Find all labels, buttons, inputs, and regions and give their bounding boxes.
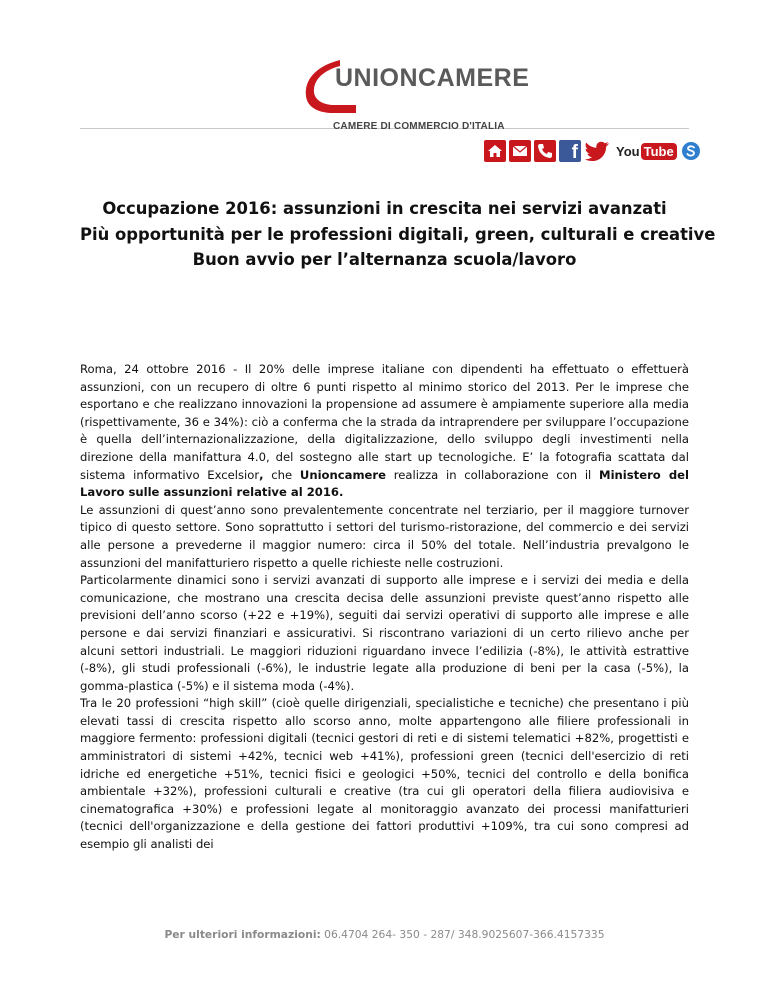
logo-name: UNIONCAMERE [335,64,530,92]
skype-icon[interactable] [680,140,702,162]
logo-subtitle: CAMERE DI COMMERCIO D'ITALIA [333,121,505,132]
paragraph-1 [80,361,689,502]
paragraph-1-collab: realizza in collaborazione con il [386,467,600,482]
paragraph-1-comma: , [259,467,264,482]
twitter-icon[interactable] [584,140,610,162]
paragraph-3: Particolarmente dinamici sono i servizi avanzati di supporto alle imprese e i servizi dei media e della comunicazione, che mostrano una crescita decisa delle assunzioni previste quest’anno rispetto alle previsioni dell’anno scorso (+22 e +19%), seguiti dai servizi operativi di supporto alle imprese e alle persone e dai servizi finanziari e assicurativi. Si riscontrano variazioni di un certo rilievo anche per alcuni settori industriali. Le maggiori riduzioni riguardano invece l’edilizia (-8%), le attività estrattive (-8%), gli studi professionali (-6%), le industrie legate alla produzione di beni per la casa (-5%), la gomma-plastica (-5%) e il sistema moda (-4%). [80,573,689,693]
youtube-tube-text: Tube [641,143,677,160]
phone-icon[interactable] [534,140,556,162]
mail-icon[interactable] [509,140,531,162]
paragraph-1-text: Roma, 24 ottobre 2016 - Il 20% delle imprese italiane con dipendenti ha effettuato o effettuerà assunzioni, con un recupero di oltre 6 punti rispetto al minimo storico del 2013. Per le imprese che esportano e che realizzano innovazioni la propensione ad assumere è ampiamente superiore alla media (rispettivamente, 36 e 34%): ciò a conferma che la strada da intraprendere per sviluppare l’occupazione è quella dell’internazionalizzazione, della digitalizzazione, dello sviluppo degli investimenti nella direzione della manifattura 4.0, del sostegno alle start up tecnologiche. E’ la fotografia scattata dal sistema informativo Excelsior [80,362,689,482]
paragraph-4: Tra le 20 professioni “high skill” (cioè quelle dirigenziali, specialistiche e tecniche) che presentano i più elevati tassi di crescita rispetto allo scorso anno, molte appartengono alle filiere professionali in maggiore fermento: professioni digitali (tecnici gestori di reti e di sistemi telematici +82%, progettisti e amministratori di sistemi +42%, tecnici web +41%), professioni green (tecnici dell'esercizio di reti idriche ed energetiche +51%, tecnici fisici e geologici +50%, tecnici del controllo e della bonifica ambientale +32%), professioni culturali e creative (tra cui gli operatori della filiera audiovisiva e cinematografica +30%) e professioni legate al monitoraggio avanzato dei processi manifatturieri (tecnici dell'organizzazione e della gestione dei fattori produttivi +109%, tra cui sono compresi ad esempio gli analisti dei [80,696,689,852]
title-line-1: Occupazione 2016: assunzioni in crescita nei servizi avanzati [102,199,667,218]
press-release-title [80,196,716,273]
home-icon[interactable] [484,140,506,162]
footer-phone-numbers: 06.4704 264- 350 - 287/ 348.9025607-366.4157335 [320,928,605,941]
youtube-you-text: You [616,143,640,159]
facebook-icon[interactable] [559,140,581,162]
facebook-glyph: f [571,142,578,163]
paragraph-1-che: che [263,467,300,482]
youtube-icon[interactable] [616,143,677,160]
unioncamere-logo [300,52,530,122]
page-footer [80,928,689,941]
title-line-2: Più opportunità per le professioni digitali, green, culturali e creative [80,224,716,244]
unioncamere-bold: Unioncamere [299,467,386,482]
paragraph-2: Le assunzioni di quest’anno sono prevalentemente concentrate nel terziario, per il maggiore turnover tipico di questo settore. Sono soprattutto i settori del turismo-ristorazione, del commercio e dei servizi alle persone a prevederne il maggior numero: circa il 50% del totale. Nell’industria prevalgono le assunzioni del manifatturiero rispetto a quelle richieste nelle costruzioni. [80,502,689,570]
footer-label: Per ulteriori informazioni: [164,928,321,941]
social-links [484,139,702,163]
ministero-bold: Ministero del Lavoro sulle assunzioni relative al 2016. [80,467,689,500]
title-line-3: Buon avvio per l’alternanza scuola/lavoro [192,250,577,269]
press-release-body [80,361,689,854]
